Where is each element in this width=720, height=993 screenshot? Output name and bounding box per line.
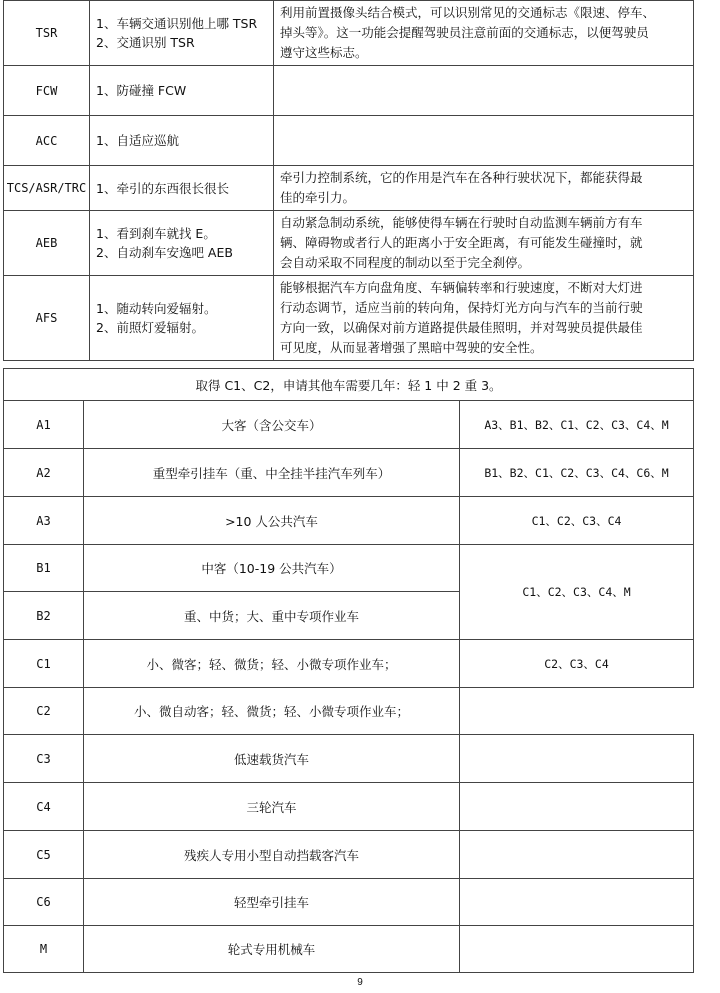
included-classes <box>460 926 694 973</box>
description-line: 掉头等》。这一功能会提醒驾驶员注意前面的交通标志，以便驾驶员 <box>280 25 649 40</box>
license-description: 中客（10-19 公共汽车） <box>84 545 460 592</box>
mnemonic-line: 1、看到刹车就找 E。 <box>96 226 216 241</box>
feature-code: AEB <box>4 211 90 276</box>
mnemonic-line: 1、防碰撞 FCW <box>96 83 187 98</box>
feature-code: AFS <box>4 276 90 361</box>
feature-code: TCS/ASR/TRC <box>4 166 90 211</box>
license-row <box>4 545 694 592</box>
included-classes <box>460 879 694 926</box>
adas-row <box>4 116 694 166</box>
license-table-header: 取得 C1、C2，申请其他车需要几年：轻 1 中 2 重 3。 <box>4 369 694 401</box>
included-classes: A3、B1、B2、C1、C2、C3、C4、M <box>460 401 694 449</box>
license-row <box>4 783 694 831</box>
license-row <box>4 401 694 449</box>
mnemonic-line: 1、随动转向爱辐射。 <box>96 301 217 316</box>
license-code: B2 <box>4 592 84 640</box>
license-class-table <box>3 368 694 973</box>
description-line: 会自动采取不同程度的制动以至于完全刹停。 <box>280 255 531 270</box>
description-line: 辆、障碍物或者行人的距离小于安全距离，有可能发生碰撞时，就 <box>280 235 643 250</box>
license-description: 轻型牵引挂车 <box>84 879 460 926</box>
license-code: C4 <box>4 783 84 831</box>
feature-description <box>274 1 694 66</box>
license-description: 低速载货汽车 <box>84 735 460 783</box>
license-row <box>4 926 694 973</box>
license-table-header-row <box>4 369 694 401</box>
license-code: C5 <box>4 831 84 879</box>
license-code: C2 <box>4 688 84 735</box>
license-description: 小、微自动客；轻、微货；轻、小微专项作业车； <box>84 688 460 735</box>
feature-mnemonic <box>90 211 274 276</box>
license-description: 三轮汽车 <box>84 783 460 831</box>
page-number: 9 <box>357 977 363 988</box>
feature-description <box>274 211 694 276</box>
adas-row <box>4 1 694 66</box>
feature-mnemonic <box>90 276 274 361</box>
license-code: A1 <box>4 401 84 449</box>
description-line: 佳的牵引力。 <box>280 190 356 205</box>
license-description: 残疾人专用小型自动挡载客汽车 <box>84 831 460 879</box>
license-row <box>4 688 694 735</box>
mnemonic-line: 1、自适应巡航 <box>96 133 179 148</box>
mnemonic-line: 2、前照灯爱辐射。 <box>96 320 204 335</box>
license-description: 小、微客；轻、微货；轻、小微专项作业车； <box>84 640 460 688</box>
included-classes: C2、C3、C4 <box>460 640 694 688</box>
feature-description <box>274 66 694 116</box>
license-description: >10 人公共汽车 <box>84 497 460 545</box>
description-line: 能够根据汽车方向盘角度、车辆偏转率和行驶速度，不断对大灯进 <box>280 280 643 295</box>
included-classes <box>460 783 694 831</box>
license-row <box>4 640 694 688</box>
feature-description <box>274 166 694 211</box>
description-line: 遵守这些标志。 <box>280 45 368 60</box>
description-line: 牵引力控制系统，它的作用是汽车在各种行驶状况下，都能获得最 <box>280 170 643 185</box>
description-line: 利用前置摄像头结合模式，可以识别常见的交通标志《限速、停车、 <box>280 5 656 20</box>
license-code: M <box>4 926 84 973</box>
adas-row <box>4 276 694 361</box>
license-description: 重、中货；大、重中专项作业车 <box>84 592 460 640</box>
license-code: B1 <box>4 545 84 592</box>
adas-row <box>4 166 694 211</box>
included-classes: B1、B2、C1、C2、C3、C4、C6、M <box>460 449 694 497</box>
license-code: C6 <box>4 879 84 926</box>
feature-description <box>274 116 694 166</box>
included-classes <box>460 831 694 879</box>
description-line: 行动态调节，适应当前的转向角，保持灯光方向与汽车的当前行驶 <box>280 300 643 315</box>
adas-row <box>4 66 694 116</box>
mnemonic-line: 1、车辆交通识别他上哪 TSR <box>96 16 258 31</box>
included-classes: C1、C2、C3、C4、M <box>460 545 694 640</box>
license-row <box>4 449 694 497</box>
license-row <box>4 879 694 926</box>
feature-mnemonic <box>90 116 274 166</box>
description-line: 方向一致，以确保对前方道路提供最佳照明，并对驾驶员提供最佳 <box>280 320 643 335</box>
mnemonic-line: 2、交通识别 TSR <box>96 35 195 50</box>
license-row <box>4 735 694 783</box>
feature-code: TSR <box>4 1 90 66</box>
license-code: A2 <box>4 449 84 497</box>
license-description: 重型牵引挂车（重、中全挂半挂汽车列车） <box>84 449 460 497</box>
feature-mnemonic <box>90 66 274 116</box>
feature-description <box>274 276 694 361</box>
adas-row <box>4 211 694 276</box>
license-description: 轮式专用机械车 <box>84 926 460 973</box>
license-code: C1 <box>4 640 84 688</box>
license-code: A3 <box>4 497 84 545</box>
mnemonic-line: 1、牵引的东西很长很长 <box>96 180 229 196</box>
mnemonic-line: 2、自动刹车安逸吧 AEB <box>96 245 233 260</box>
license-description: 大客（含公交车） <box>84 401 460 449</box>
description-line: 可见度，从而显著增强了黑暗中驾驶的安全性。 <box>280 340 543 355</box>
license-row <box>4 831 694 879</box>
included-classes: C1、C2、C3、C4 <box>460 497 694 545</box>
description-line: 自动紧急制动系统，能够使得车辆在行驶时自动监测车辆前方有车 <box>280 215 643 230</box>
license-row <box>4 497 694 545</box>
feature-code: FCW <box>4 66 90 116</box>
included-classes <box>460 735 694 783</box>
feature-mnemonic <box>90 166 274 211</box>
adas-feature-table <box>3 0 694 361</box>
feature-code: ACC <box>4 116 90 166</box>
license-code: C3 <box>4 735 84 783</box>
feature-mnemonic <box>90 1 274 66</box>
